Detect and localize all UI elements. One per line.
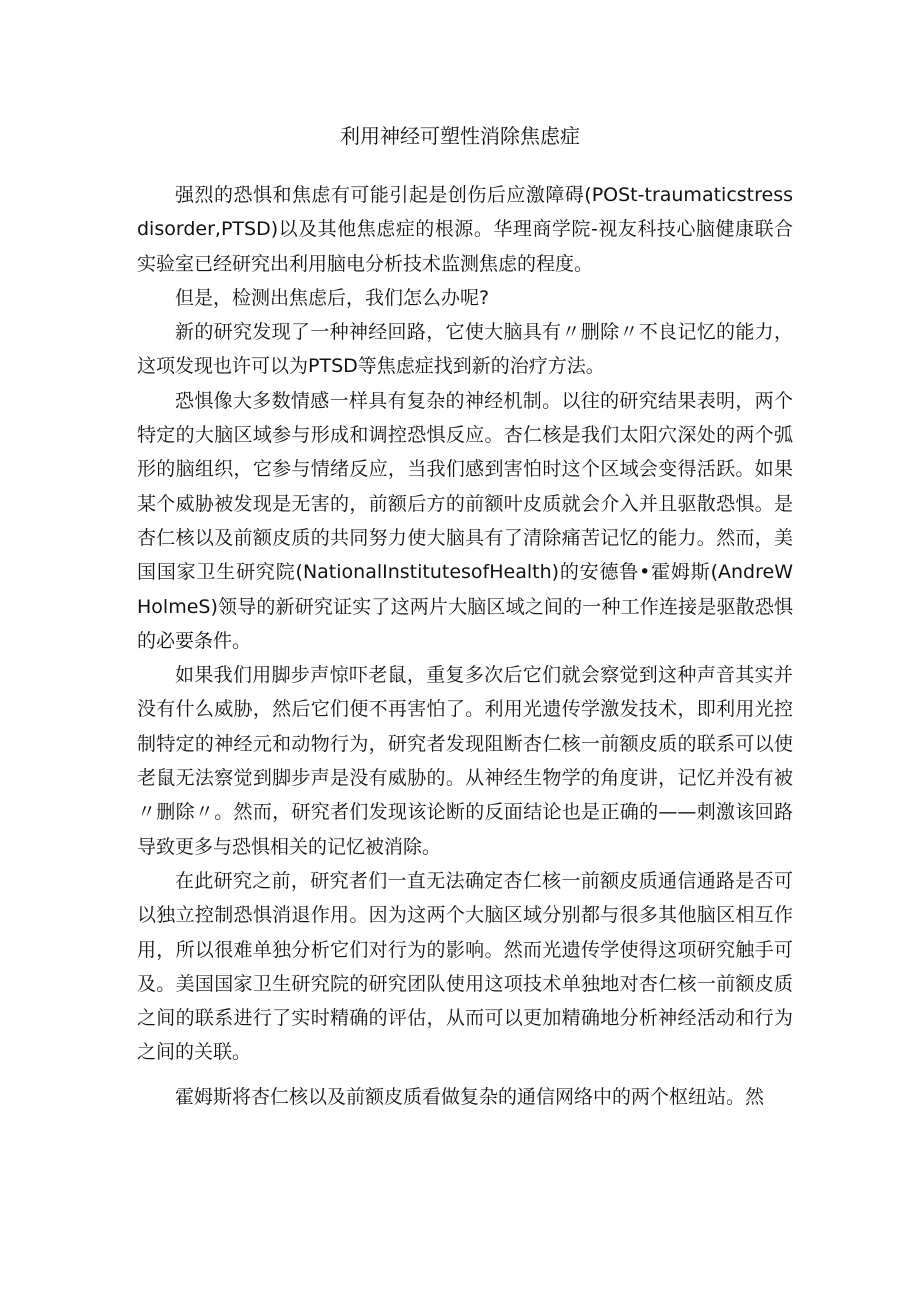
paragraph: 但是，检测出焦虑后，我们怎么办呢? xyxy=(175,286,490,309)
paragraph: 如果我们用脚步声惊吓老鼠，重复多次后它们就会察觉到这种声音其实并没有什么威胁，然后它们便不再害怕了。利用光遗传学激发技术，即利用光控制特定的神经元和动物行为，研究者发现阻断杏仁核一前额皮质的联系可以使老鼠无法察觉到脚步声是没有威胁的。从神经生物学的角度讲，记忆并没有被〃删除〃。然而，研究者们发现该论断的反面结论也是正确的——刺激该回路导致更多与恐惧相关的记忆被消除。 xyxy=(137,664,793,858)
paragraph: 恐惧像大多数情感一样具有复杂的神经机制。以往的研究结果表明，两个特定的大脑区域参与形成和调控恐惧反应。杏仁核是我们太阳穴深处的两个弧形的脑组织，它参与情绪反应，当我们感到害怕时这个区域会变得活跃。如果某个威胁被发现是无害的，前额后方的前额叶皮质就会介入并且驱散恐惧。是杏仁核以及前额皮质的共同努力使大脑具有了清除痛苦记忆的能力。然而，美国国家卫生研究院(NationalInstitutesofHealth)的安德鲁•霍姆斯(AndreWHolmeS)领导的新研究证实了这两片大脑区域之间的一种工作连接是驱散恐惧的必要条件。 xyxy=(137,389,793,652)
paragraph: 新的研究发现了一种神经回路，它使大脑具有〃删除〃不良记忆的能力，这项发现也许可以为PTSD等焦虑症找到新的治疗方法。 xyxy=(137,321,793,378)
paragraph: 霍姆斯将杏仁核以及前额皮质看做复杂的通信网络中的两个枢纽站。然 xyxy=(175,1085,765,1108)
document-title: 利用神经可塑性消除焦虑症 xyxy=(340,124,580,148)
paragraph: 在此研究之前，研究者们一直无法确定杏仁核一前额皮质通信通路是否可以独立控制恐惧消退作用。因为这两个大脑区域分别都与很多其他脑区相互作用，所以很难单独分析它们对行为的影响。然而光遗传学使得这项研究触手可及。美国国家卫生研究院的研究团队使用这项技术单独地对杏仁核一前额皮质之间的联系进行了实时精确的评估，从而可以更加精确地分析神经活动和行为之间的关联。 xyxy=(137,869,793,1064)
document-body xyxy=(137,178,793,1114)
paragraph: 强烈的恐惧和焦虑有可能引起是创伤后应激障碍(POSt-traumaticstressdisorder,PTSD)以及其他焦虑症的根源。华理商学院-视友科技心脑健康联合实验室已经研究出利用脑电分析技术监测焦虑的程度。 xyxy=(137,184,793,275)
